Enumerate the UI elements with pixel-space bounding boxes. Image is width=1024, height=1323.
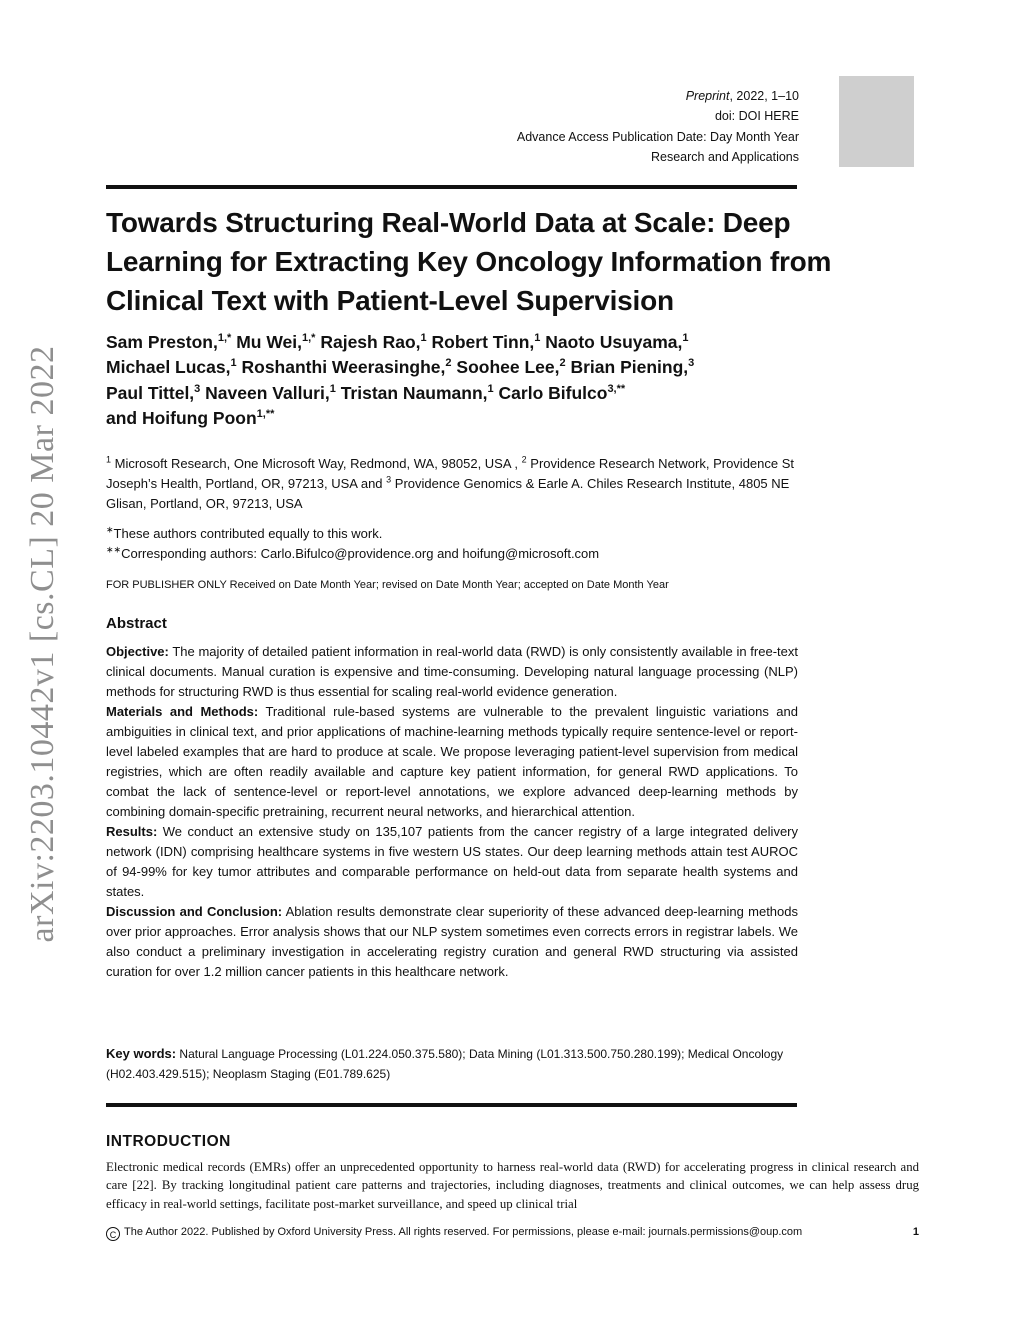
author-name: Roshanthi Weerasinghe, (241, 357, 446, 378)
author (106, 332, 231, 352)
author-name: Naoto Usuyama, (545, 332, 683, 352)
paper-title: Towards Structuring Real-World Data at Scale: Deep Learning for Extracting Key Oncology Information from Clinical Text with Patient-Level Supervision (106, 207, 832, 316)
author-name: Naveen Valluri, (205, 382, 330, 403)
author (106, 357, 237, 377)
abstract-methods (106, 702, 798, 822)
author-name: Tristan Naumann, (340, 382, 488, 403)
affiliation-text: Microsoft Research, One Microsoft Way, Redmond, WA, 98052, USA , (114, 456, 522, 471)
author (499, 383, 626, 403)
author-name: Soohee Lee, (456, 357, 560, 378)
author-affiliation-mark: 1 (329, 382, 336, 395)
doi-line: doi: DOI HERE (714, 109, 799, 124)
author-affiliation-mark: 2 (445, 357, 452, 370)
author-name: Sam Preston, (106, 332, 218, 352)
author-name: and Hoifung Poon (106, 407, 257, 428)
author (432, 332, 541, 352)
author (456, 357, 565, 377)
author-name: Carlo Bifulco (498, 382, 608, 403)
publication-date-line: Advance Access Publication Date: Day Month Year (516, 129, 799, 144)
header-meta (380, 86, 799, 167)
abstract-heading: Abstract (106, 615, 167, 632)
journal-line (380, 86, 799, 106)
author (242, 357, 452, 377)
cover-placeholder-box (839, 76, 914, 167)
article-type-line: Research and Applications (650, 149, 799, 164)
author (341, 383, 494, 403)
author-affiliation-mark: 3,** (607, 382, 626, 395)
author-name: Paul Tittel, (106, 382, 195, 403)
abstract-section-text: We conduct an extensive study on 135,107 patients from the cancer registry of a large integrated delivery network (IDN) comprising healthcare systems in five western US states. Our deep learning methods attain test AUROC of 94-99% for key tumor attributes and comparable performance on held-out data from separate health systems and states. (106, 824, 798, 899)
keywords-label: Key words: (106, 1046, 177, 1061)
author-affiliation-mark: 1,** (256, 408, 275, 421)
abstract-section-label: Objective: (106, 644, 169, 659)
abstract-section-label: Materials and Methods: (106, 704, 259, 719)
affiliation-mark: 3 (386, 474, 392, 485)
keywords (106, 1044, 798, 1084)
author-list (106, 330, 806, 431)
abstract-section-text: The majority of detailed patient information in real-world data (RWD) is only consistently available in free-text clinical documents. Manual curation is expensive and time-consuming. Developing natural language processing (NLP) methods for structuring RWD is thus essential for scaling real-world evidence generation. (106, 644, 798, 699)
abstract-body (106, 642, 798, 982)
abstract-section-text: Traditional rule-based systems are vulnerable to the prevalent linguistic variations and ambiguities in clinical text, and prior applications of machine-learning methods typically require sentence-level or report-level labeled examples that are hard to produce at scale. We propose leveraging patient-level supervision from medical registries, which are often readily available and capture key patient information, for general RWD applications. To combat the lack of sentence-level or report-level annotations, we explore advanced deep-learning methods by combining domain-specific pretraining, recurrent neural networks, and hierarchical attention. (106, 704, 798, 819)
copyright-text: The Author 2022. Published by Oxford University Press. All rights reserved. For permissions, please e-mail: journals.permissions@oup.com (124, 1226, 803, 1238)
author (106, 408, 274, 428)
abstract-results (106, 822, 798, 902)
abstract-section-text: Ablation results demonstrate clear superiority of these advanced deep-learning methods over prior approaches. Error analysis shows that our NLP system sometimes even corrects errors in registrar labels. We also conduct a preliminary investigation in accelerating registry curation and general RWD structuring via assisted curation for over 1.2 million cancer patients in this healthcare network. (106, 904, 799, 979)
author-affiliation-mark: 1 (487, 382, 494, 395)
corresponding-mark: ∗∗ (106, 544, 122, 555)
author-affiliation-mark: 1 (534, 332, 541, 345)
equal-contribution-text: These authors contributed equally to this work. (113, 526, 383, 541)
author (236, 332, 315, 352)
bottom-rule (106, 1103, 797, 1107)
equal-contribution-mark: ∗ (106, 524, 114, 535)
page-footer (106, 1224, 919, 1241)
affiliation-text: Providence Research Network, Providence St Joseph’s Health, Portland, OR, 97213, USA and (106, 456, 795, 491)
author-affiliation-mark: 1 (420, 332, 427, 345)
top-rule (106, 185, 797, 189)
corresponding-authors-note (106, 544, 798, 564)
author-name: Michael Lucas, (106, 357, 231, 378)
author-affiliation-mark: 3 (194, 382, 201, 395)
journal-name: Preprint (685, 89, 730, 103)
equal-contribution-note (106, 524, 798, 544)
author (570, 357, 694, 377)
author-name: Robert Tinn, (431, 332, 535, 352)
affiliation-mark: 1 (106, 454, 112, 465)
author-affiliation-mark: 1 (230, 357, 237, 370)
abstract-section-label: Results: (106, 824, 158, 839)
publisher-dates-line: FOR PUBLISHER ONLY Received on Date Month Year; revised on Date Month Year; accepted on Date Month Year (106, 579, 669, 591)
keywords-text: Natural Language Processing (L01.224.050.375.580); Data Mining (L01.313.500.750.280.199); Medical Oncology (H02.403.429.515); Neoplasm Staging (E01.789.625) (106, 1047, 784, 1081)
affiliations (106, 454, 798, 514)
copyright-icon: C (106, 1227, 120, 1241)
introduction-text: Electronic medical records (EMRs) offer an unprecedented opportunity to harness real-world data (RWD) for accelerating progress in clinical research and care [22]. By tracking longitudinal patient care patterns and trajectories, including diagnoses, treatments and clinical outcomes, we can help assess drug efficacy in real-world settings, facilitate post-market surveillance, and speed up clinical trial (106, 1160, 919, 1211)
author-affiliation-mark: 2 (559, 357, 566, 370)
author-affiliation-mark: 1,* (302, 332, 316, 345)
corresponding-authors-text: Corresponding authors: Carlo.Bifulco@providence.org and hoifung@microsoft.com (121, 546, 600, 561)
page-number: 1 (912, 1226, 919, 1238)
author-name: Rajesh Rao, (320, 332, 421, 352)
author-affiliation-mark: 1,* (217, 332, 232, 345)
abstract-discussion (106, 902, 798, 982)
affiliation-text: Providence Genomics & Earle A. Chiles Research Institute, 4805 NE Glisan, Portland, OR, 97213, USA (106, 476, 790, 511)
author-name: Brian Piening, (570, 357, 689, 378)
introduction-heading: INTRODUCTION (106, 1133, 231, 1150)
author-affiliation-mark: 1 (682, 332, 689, 345)
author-name: Mu Wei, (236, 332, 302, 352)
author (320, 332, 426, 352)
arxiv-sidebar-stamp: arXiv:2203.10442v1 [cs.CL] 20 Mar 2022 (24, 345, 61, 943)
journal-year-pages: , 2022, 1–10 (729, 89, 799, 103)
author-affiliation-mark: 3 (688, 357, 695, 370)
abstract-section-label: Discussion and Conclusion: (106, 904, 283, 919)
author (106, 383, 200, 403)
author-notes (106, 524, 798, 564)
affiliation-mark: 2 (521, 454, 527, 465)
abstract-objective (106, 642, 798, 702)
author (545, 332, 688, 352)
author (205, 383, 336, 403)
